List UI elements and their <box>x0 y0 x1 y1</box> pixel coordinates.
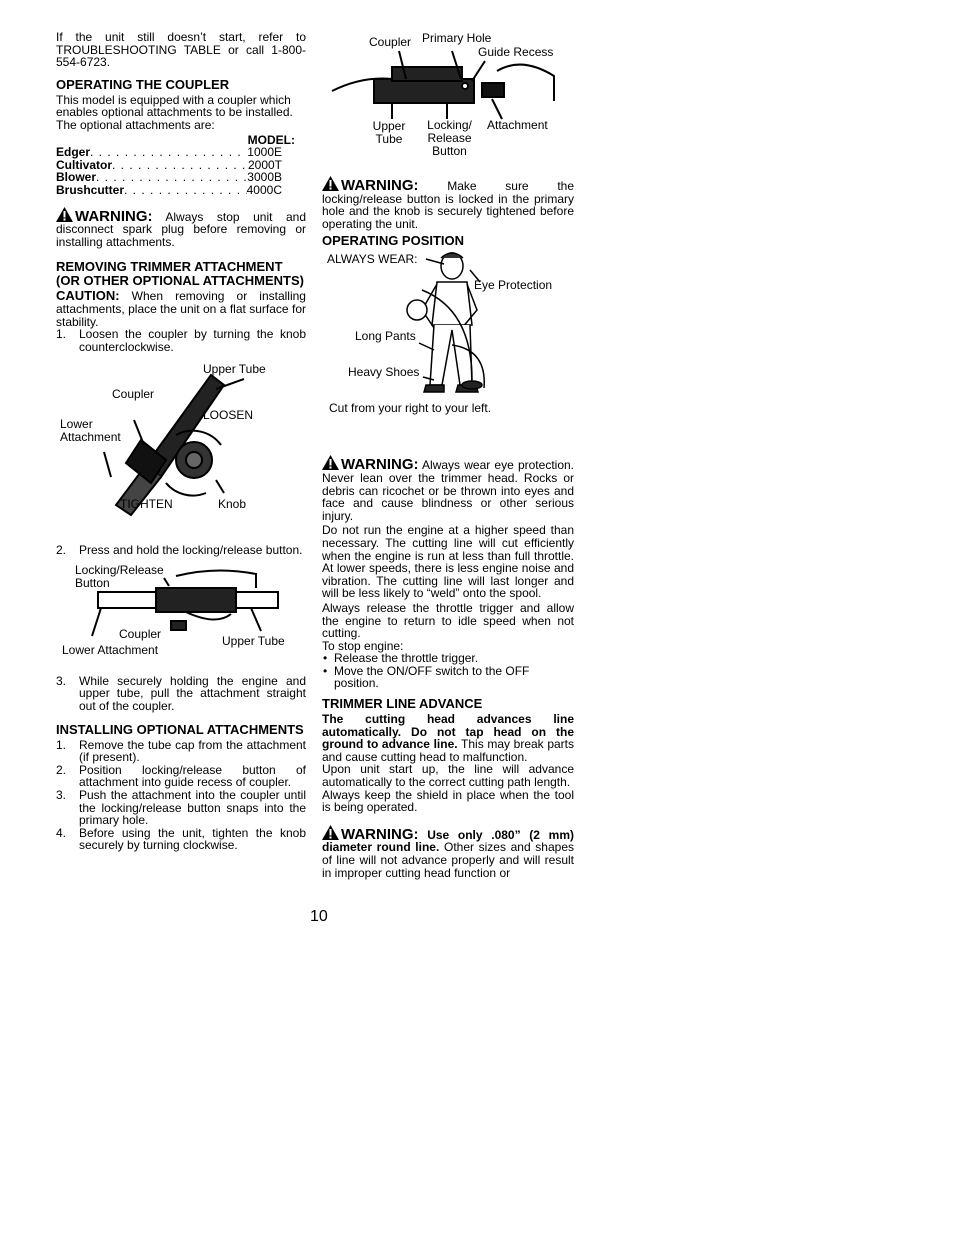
warning-icon <box>322 455 339 470</box>
right-column <box>322 31 574 879</box>
label-long-pants: Long Pants <box>355 329 416 344</box>
label-lower-attachment: Lower Attachment <box>62 642 159 657</box>
throttle-text: Always release the throttle trigger and allow the engine to return to idle speed when not cutting. <box>322 600 574 641</box>
cut-direction-note: Cut from your right to your left. <box>329 401 492 416</box>
operating-heading: OPERATING POSITION <box>322 233 465 249</box>
line-advance-text: The cutting head advances line automatically. Do not tap head on the ground to advance line. This may break parts and cause cutting head to malfunction. <box>322 712 575 764</box>
warning-3: WARNING: Always wear eye protection. Never lean over the trimmer head. Rocks or debris can ricochet or be thrown into eyes and face and cause blindness or other serious injury. <box>322 456 574 523</box>
caution: CAUTION: When removing or installing attachments, place the unit on a flat surface for stability. <box>56 288 306 329</box>
engine-speed-text: Do not run the engine at a higher speed than necessary. The cutting line will cut efficiently when the engine is run at less than full throttle. At lower speeds, there is less engine noise and vibration. The cutting line will last longer and will be less likely to “weld” onto the spool. <box>322 523 574 601</box>
model-row: Blower . . . 3000B <box>56 171 306 184</box>
stop-engine-intro: To stop engine: <box>322 638 404 653</box>
label-upper-tube: Upper Tube <box>203 362 266 377</box>
intro-text: If the unit still doesn’t start, refer to TROUBLESHOOTING TABLE or call 1-800-554-6723. <box>56 30 306 70</box>
coupler-knob-figure <box>56 362 306 535</box>
model-row: Cultivator . . . 2000T <box>56 159 306 172</box>
warning-4: WARNING: Use only .080” (2 mm) diameter round line. Other sizes and shapes of line will not advance properly and will result in improper cutting head function or <box>322 825 575 880</box>
coupler-text: This model is equipped with a coupler which enables optional attachments to be installed. The optional attachments are: <box>56 92 293 132</box>
warning-1: WARNING: Always stop unit and disconnect spark plug before removing or installing attachments. <box>56 207 307 249</box>
model-header: MODEL: <box>247 132 295 147</box>
coupler-heading: OPERATING THE COUPLER <box>56 76 230 92</box>
model-row: Edger . . . 1000E <box>56 146 306 159</box>
shield-note: Always keep the shield in place when the tool is being operated. <box>322 787 574 815</box>
warning-icon <box>322 825 339 840</box>
label-loosen: LOOSEN <box>203 408 254 423</box>
label-tighten: TIGHTEN <box>120 497 173 512</box>
warning-icon <box>322 176 339 191</box>
coupler-attachment-figure <box>322 31 574 165</box>
label-coupler: Coupler <box>112 387 155 402</box>
label-upper-tube: Upper Tube <box>222 633 285 648</box>
stop-engine-list <box>322 652 574 690</box>
label-eye-protection: Eye Protection <box>474 278 553 293</box>
remove-heading: REMOVING TRIMMER ATTACHMENT (OR OTHER OPTIONAL ATTACHMENTS) <box>56 259 304 289</box>
label-always-wear: ALWAYS WEAR: <box>327 252 418 267</box>
label-guide-recess: Guide Recess <box>478 45 554 59</box>
install-step: 4. Before using the unit, tighten the knob securely by turning clockwise. <box>56 825 306 853</box>
label-attachment: Attachment <box>487 118 548 132</box>
label-heavy-shoes: Heavy Shoes <box>348 365 420 380</box>
left-column <box>56 31 306 852</box>
remove-step-1: 1. Loosen the coupler by turning the knob counterclockwise. <box>56 327 306 354</box>
remove-step-3: 3. While securely holding the engine and upper tube, pull the attachment straight out of the coupler. <box>56 673 306 714</box>
label-knob: Knob <box>218 497 247 512</box>
label-lower-attachment: Lower Attachment <box>60 417 121 445</box>
install-steps <box>56 739 306 852</box>
install-step: 3. Push the attachment into the coupler until the locking/release button snaps into the primary hole. <box>56 788 306 828</box>
line-advance-auto: Upon unit start up, the line will advance automatically to the correct cutting path length. <box>322 762 574 790</box>
label-locking-release-button: Locking/Release Button <box>75 562 164 590</box>
warning-2: WARNING: Make sure the locking/release button is locked in the primary hole and the knob is securely tightened before operating the unit. <box>322 177 574 231</box>
page-number: 10 <box>310 908 328 925</box>
stop-step: • Release the throttle trigger. <box>322 652 574 665</box>
model-row: Brushcutter . . . 4000C <box>56 184 306 197</box>
stop-step: • Move the ON/OFF switch to the OFF position. <box>322 665 574 690</box>
coupler-knob-illustration <box>56 362 306 535</box>
label-coupler: Coupler <box>369 35 412 49</box>
operating-position-figure <box>322 250 574 436</box>
install-step: 1. Remove the tube cap from the attachment (if present). <box>56 737 306 765</box>
warning-icon <box>56 207 73 222</box>
install-step: 2. Position locking/release button of attachment into guide recess of coupler. <box>56 762 306 790</box>
label-upper-tube: Upper Tube <box>372 119 406 146</box>
line-advance-heading: TRIMMER LINE ADVANCE <box>322 696 483 712</box>
install-heading: INSTALLING OPTIONAL ATTACHMENTS <box>56 721 304 737</box>
model-list <box>56 134 306 197</box>
label-locking-release-button: Locking/ Release Button <box>427 118 472 158</box>
label-primary-hole: Primary Hole <box>422 31 492 45</box>
label-coupler: Coupler <box>119 626 162 641</box>
locking-release-figure <box>56 562 306 670</box>
remove-step-2: 2. Press and hold the locking/release button. <box>56 543 303 558</box>
